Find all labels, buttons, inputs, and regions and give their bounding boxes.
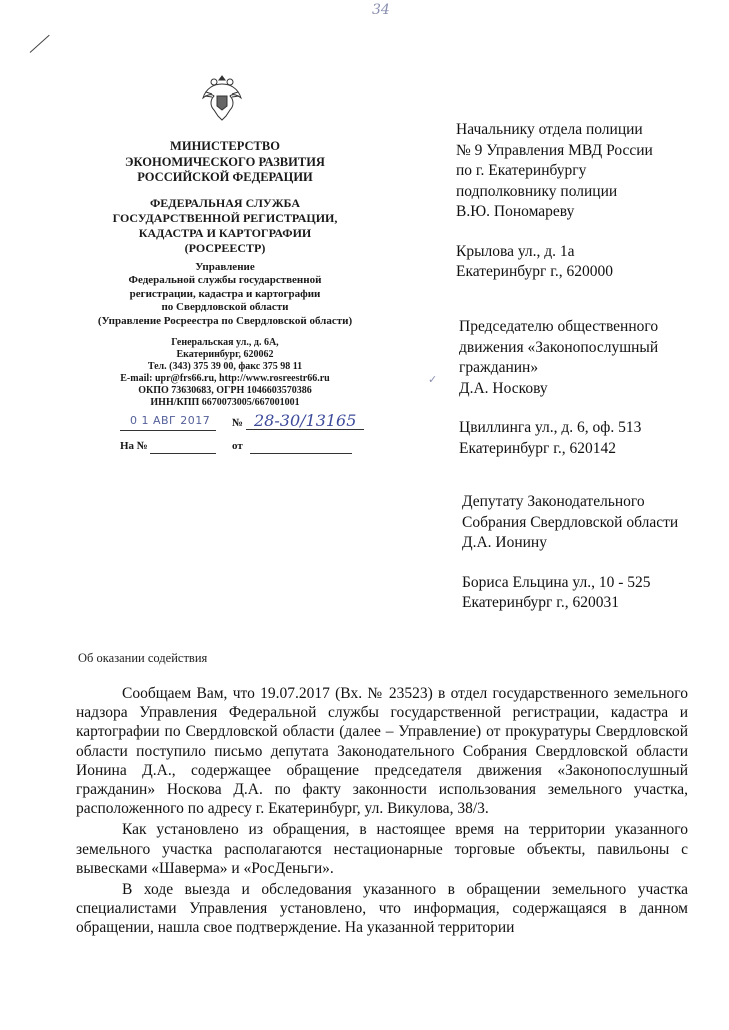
ministry-line: ЭКОНОМИЧЕСКОГО РАЗВИТИЯ	[125, 154, 325, 169]
ministry-line: МИНИСТЕРСТВО	[170, 139, 280, 153]
recipient-deputy	[462, 492, 727, 614]
check-mark-icon: ✓	[428, 374, 438, 386]
recipient-line: В.Ю. Пономареву	[456, 203, 575, 220]
page-number-mark: 34	[372, 2, 390, 18]
recipient-address-line: Крылова ул., д. 1а	[456, 242, 575, 260]
recipient-line: Д.А. Ионину	[462, 534, 547, 551]
outgoing-number	[232, 411, 364, 430]
from-underline	[250, 453, 352, 454]
date-stamp: 0 1 АВГ 2017	[130, 414, 211, 427]
address-line: Генеральская ул., д. 6А,	[171, 337, 279, 348]
recipient-line: Д.А. Носкову	[459, 379, 548, 397]
service-line: ФЕДЕРАЛЬНАЯ СЛУЖБА	[150, 195, 300, 210]
sender-block	[80, 139, 370, 409]
department-name	[80, 261, 370, 329]
recipient-line: Депутату Законодательного	[462, 493, 645, 510]
address-line: Екатеринбург, 620062	[176, 349, 274, 360]
pen-mark	[30, 35, 50, 53]
number-label: №	[232, 417, 244, 429]
department-line: по Свердловской области	[161, 301, 289, 313]
recipient-address-line: Цвиллинга ул., д. 6, оф. 513	[459, 419, 642, 436]
recipient-address-line: Екатеринбург г., 620142	[459, 439, 616, 457]
in-reply-label: На №	[120, 440, 148, 452]
recipient-line: по г. Екатеринбургу	[456, 162, 587, 179]
coat-of-arms-icon	[200, 70, 244, 124]
number-handwritten: 28-30/13165	[254, 411, 357, 430]
address-line: ОКПО 73630683, ОГРН 1046603570386	[138, 385, 312, 396]
body-paragraph: Сообщаем Вам, что 19.07.2017 (Вх. № 23523) в отдел государственного земельного надзора Управления Федеральной службы государственной регистрации, кадастра и картографии по Свердловской области (далее – Управление) от прокуратуры Свердловской области поступило письмо депутата Законодательного Собрания Свердловской области Ионина Д.А., содержащее обращение председателя движения «Законопослушный гражданин» Носкова Д.А. по факту законности использования земельного участка, расположенного по адресу г. Екатеринбург, ул. Викулова, 38/3.	[76, 685, 688, 818]
department-line: регистрации, кадастра и картографии	[129, 287, 321, 300]
registration-date	[120, 414, 216, 431]
address-line: E-mail: upr@frs66.ru, http://www.rosreestr66.ru	[120, 373, 330, 384]
recipient-police	[456, 120, 726, 283]
service-line: ГОСУДАРСТВЕННОЙ РЕГИСТРАЦИИ,	[112, 210, 338, 225]
address-line: Тел. (343) 375 39 00, факс 375 98 11	[147, 361, 303, 372]
letter-body	[76, 684, 688, 940]
service-line: КАДАСТРА И КАРТОГРАФИИ	[138, 225, 312, 240]
recipient-movement	[459, 317, 727, 459]
department-line: (Управление Росреестра по Свердловской области)	[97, 314, 353, 327]
recipient-line: движения «Законопослушный	[459, 338, 659, 356]
recipient-line: гражданин»	[459, 359, 539, 376]
service-name	[80, 196, 370, 256]
recipient-line: Собрания Свердловской области	[462, 513, 679, 531]
recipient-line: № 9 Управления МВД России	[456, 141, 653, 159]
department-line: Федеральной службы государственной	[128, 274, 322, 286]
from-label: от	[232, 440, 243, 452]
address-line: ИНН/КПП 6670073005/667001001	[150, 397, 300, 408]
ministry-line: РОССИЙСКОЙ ФЕДЕРАЦИИ	[137, 170, 313, 184]
recipient-line: Председателю общественного	[459, 318, 659, 335]
department-line: Управление	[195, 260, 255, 273]
recipient-address-line: Екатеринбург г., 620000	[456, 263, 613, 280]
ministry-name	[80, 139, 370, 186]
service-line: (РОСРЕЕСТР)	[184, 240, 266, 255]
recipient-address-line: Бориса Ельцина ул., 10 - 525	[462, 573, 651, 591]
sender-address	[80, 337, 370, 409]
recipient-line: Начальнику отдела полиции	[456, 121, 643, 138]
body-paragraph: В ходе выезда и обследования указанного в обращении земельного участка специалистами Управления установлено, что информация, содержащаяся в данном обращении, нашла свое подтверждение. На указанной территории	[76, 881, 688, 937]
in-reply-row	[120, 438, 370, 454]
body-paragraph: Как установлено из обращения, в настоящее время на территории указанного земельного участка располагаются нестационарные торговые объекты, павильоны с вывесками «Шаверма» и «РосДеньги».	[76, 821, 688, 877]
in-reply-underline	[150, 453, 216, 454]
recipient-line: подполковнику полиции	[456, 182, 618, 200]
letter-subject: Об оказании содействия	[78, 651, 208, 665]
recipient-address-line: Екатеринбург г., 620031	[462, 594, 619, 611]
